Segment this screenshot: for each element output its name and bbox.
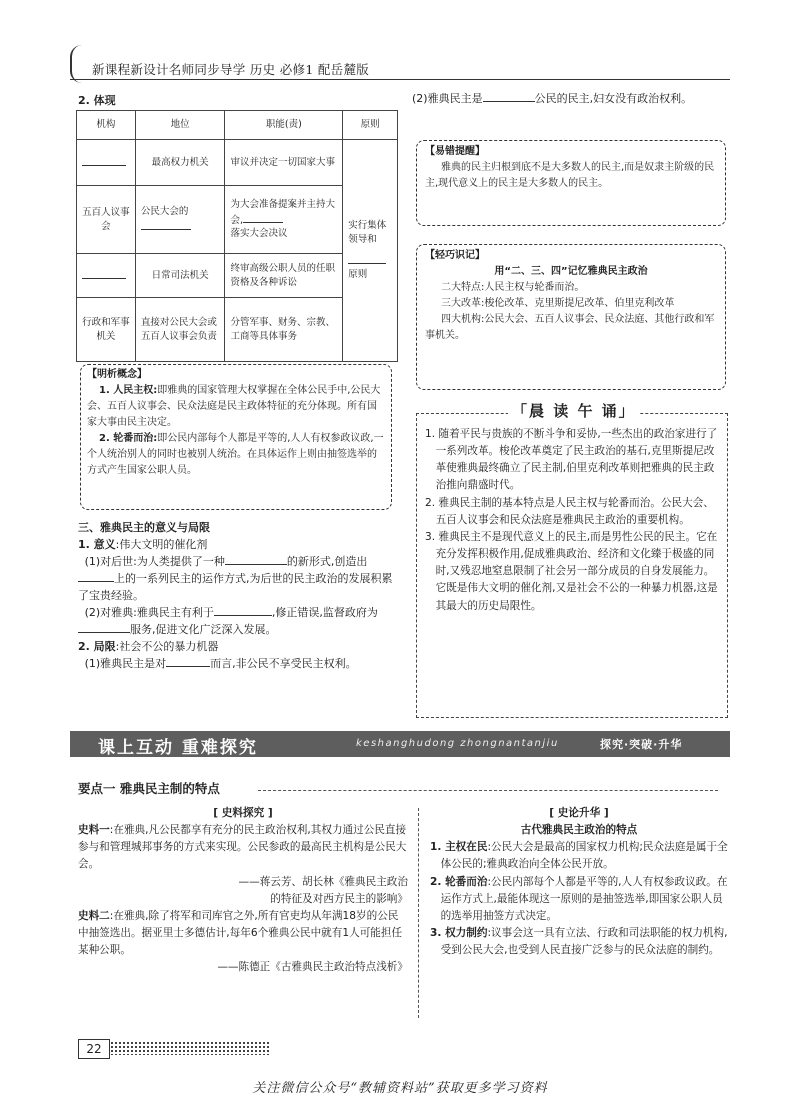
concept-box	[80, 364, 392, 510]
principle-text-a: 实行集体领导和	[348, 219, 387, 245]
key-point-heading: 要点一 雅典民主制的特点	[78, 781, 220, 796]
text-part: (2)雅典民主是	[412, 92, 483, 105]
source-title: 史料一	[78, 824, 110, 837]
duty-text-b: 落实大会决议	[230, 228, 288, 240]
banner-tagline: 探究·突破·升华	[600, 738, 683, 751]
fill-blank[interactable]	[214, 605, 272, 616]
fill-blank[interactable]	[78, 571, 114, 582]
banner-pinyin: keshanghudong zhongnantanjiu	[356, 738, 559, 749]
page-number-pattern	[110, 1041, 270, 1055]
concept-item-text: 即公民内部每个人都是平等的,人人有权参政议政,一个人统治别人的同时也被别人统治。在具体运作上则由抽签选举的方式产生国家公职人员。	[87, 433, 384, 476]
error-reminder-box	[416, 140, 726, 226]
source-1	[78, 822, 408, 873]
concept-item-text: 即雅典的国家管理大权掌握在全体公民手中,公民大会、五百人议事会、民众法庭是民主政体特征的充分体现。所有国家大事由民主决定。	[87, 385, 381, 428]
concept-item	[87, 383, 385, 431]
text-part: 的新形式,创造	[286, 555, 357, 569]
table-cell: 行政和军事机关	[77, 298, 136, 362]
theory-item-title: 3. 权力制约	[430, 927, 488, 940]
page-number: 22	[78, 1039, 110, 1059]
section-2-heading: 2. 体现	[78, 94, 116, 107]
limit-title: 2. 局限	[78, 640, 116, 654]
table-cell: 审议并决定一切国家大事	[225, 140, 343, 186]
fill-blank[interactable]	[82, 268, 126, 279]
text-part: 府为	[355, 606, 378, 620]
principle-cell	[343, 140, 398, 362]
error-box-text: 雅典的民主归根到底不是大多数人的民主,而是奴隶主阶级的民主,现代意义上的民主是大多数人的民主。	[425, 162, 715, 189]
theory-item-text: :公民大会是最高的国家权力机构;民众法庭是属于全体公民的;雅典政治向全体公民开放。	[440, 841, 728, 871]
text-part: 上的一系列民主的运作方式,为后世的民主政治的发展积累了宝贵经验。	[78, 572, 393, 603]
table-cell	[77, 254, 136, 298]
table-cell	[225, 186, 343, 254]
page-header-title: 新课程新设计名师同步导学 历史 必修1 配岳麓版	[92, 62, 370, 77]
limit-text: :社会不公的暴力机器	[115, 640, 219, 654]
table-cell	[135, 186, 225, 254]
theory-subtitle: 古代雅典民主政治的特点	[520, 824, 638, 837]
table-header: 职能(责)	[225, 111, 343, 140]
theory-label: [ 史论升华 ]	[549, 807, 609, 819]
theory-item-text: :公民内部每个人都是平等的,人人有权参政议政。在运作方式上,最能体现这一原则的是抽签选举,即国家公职人员的选举用抽签方式决定。	[440, 875, 728, 922]
error-box-title: 【易错提醒】	[425, 146, 485, 157]
source-text: :在雅典,除了将军和司库官之外,所有官吏均从年满18岁的公民中抽签选出。据亚里士多德估计,每年6个雅典公民中就有1人可能担任某种公职。	[78, 909, 403, 957]
text-part: 而言,非公民不享受民主权利。	[210, 657, 357, 671]
principle-blank[interactable]	[348, 253, 392, 269]
text-part: (1)对后世:为人类提供了一种	[84, 555, 225, 569]
header-rule	[70, 79, 730, 80]
limit-line	[78, 638, 400, 655]
source-exploration	[78, 805, 408, 977]
theory-item-text: :议事会这一具有立法、行政和司法职能的权力机构,受到公民大会,也受到人民直接广泛参与的民众法庭的制约。	[440, 927, 728, 957]
meaning-item-1	[78, 553, 400, 604]
footer-note: 关注微信公众号“教辅资料站”获取更多学习资料	[252, 1081, 548, 1096]
section-3	[78, 519, 400, 672]
column-divider	[418, 808, 419, 1018]
table-cell: 分管军事、财务、宗教、工商等具体事务	[225, 298, 343, 362]
theory-item	[430, 874, 728, 925]
morning-item: 3. 雅典民主不是现代意义上的民主,而是男性公民的民主。它在充分发挥积极作用,促成雅典政治、经济和文化臻于极盛的同时,又残忍地窒息限制了社会另一部分成员的自身发展能力。它既是伟大文明的催化剂,又是社会不公的一种暴力机器,这是其最大的历史局限性。	[425, 530, 718, 612]
morning-reading-box	[416, 413, 728, 718]
table-cell	[77, 140, 136, 186]
concept-item-title: 2. 轮番而治:	[99, 433, 158, 444]
table-row	[77, 140, 398, 186]
morning-reading-title: 「晨 读 午 诵」	[508, 400, 640, 421]
header-bracket	[70, 45, 84, 83]
meaning-title: 1. 意义	[78, 538, 116, 552]
theory-elevation	[430, 805, 728, 959]
table-cell: 日常司法机关	[135, 254, 225, 298]
duty-text-a: 为大会准备提案并主持大会,	[230, 198, 335, 226]
fill-blank[interactable]	[78, 622, 130, 633]
text-part: (1)雅典民主是对	[84, 657, 167, 671]
morning-item: 1. 随着平民与贵族的不断斗争和妥协,一些杰出的政治家进行了一系列改革。梭伦改革奠定了民主政治的基石,克里斯提尼改革使雅典最终确立了民主制,伯里克利改革则把雅典的民主政治推向鼎盛时代。	[425, 428, 718, 492]
source-citation: 的特征及对西方民主的影响》	[270, 892, 408, 905]
memory-box	[416, 244, 726, 390]
table-header: 机构	[77, 111, 136, 140]
text-part: ,修正错误,监督政	[271, 606, 356, 620]
section-3-heading: 三、雅典民主的意义与局限	[78, 521, 210, 534]
fill-blank[interactable]	[82, 155, 126, 166]
memory-line: 二大特点:人民主权与轮番而治。	[441, 282, 585, 293]
memory-box-subtitle: 用“二、三、四”记忆雅典民主政治	[494, 266, 648, 277]
fill-blank[interactable]	[483, 91, 535, 102]
text-part: 公民的民主,妇女没有政治权利。	[534, 92, 693, 105]
table-cell: 五百人议事会	[77, 186, 136, 254]
theory-item-title: 1. 主权在民	[430, 841, 488, 854]
meaning-item-2	[78, 604, 400, 638]
source-label: [ 史料探究 ]	[213, 807, 273, 819]
institutions-table	[76, 110, 398, 362]
table-cell: 终审高级公职人员的任职资格及各种诉讼	[225, 254, 343, 298]
banner-title: 课上互动 重难探究	[98, 738, 258, 758]
key-point-rule	[258, 790, 718, 791]
morning-item: 2. 雅典民主制的基本特点是人民主权与轮番而治。公民大会、五百人议事会和民众法庭是雅典民主政治的重要机构。	[425, 496, 714, 526]
source-title: 史料二	[78, 909, 110, 922]
source-text: :在雅典,凡公民都享有充分的民主政治权利,其权力通过公民直接参与和管理城邦事务的方式来实现。公民参政的最高民主机构是公民大会。	[78, 824, 407, 871]
fill-blank[interactable]	[141, 219, 191, 230]
table-header-row	[77, 111, 398, 140]
theory-item-title: 2. 轮番而治	[430, 875, 488, 888]
fill-blank[interactable]	[225, 554, 287, 565]
fill-blank[interactable]	[166, 656, 210, 667]
source-citation: ——蒋云芳、胡长林《雅典民主政治	[238, 875, 408, 888]
democracy-limit-q2	[412, 90, 730, 107]
table-header: 原则	[343, 111, 398, 140]
source-2	[78, 908, 408, 959]
memory-box-title: 【轻巧识记】	[425, 250, 485, 261]
memory-line: 三大改革:梭伦改革、克里斯提尼改革、伯里克利改革	[441, 298, 675, 309]
table-header: 地位	[135, 111, 225, 140]
source-citation: ——陈德正《古雅典民主政治特点浅析》	[217, 961, 408, 974]
theory-item	[430, 925, 728, 959]
limit-item-1	[78, 655, 400, 672]
memory-line: 四大机构:公民大会、五百人议事会、民众法庭、其他行政和军事机关。	[425, 314, 715, 341]
concept-item-title: 1. 人民主权:	[99, 385, 158, 396]
fill-blank[interactable]	[243, 212, 283, 223]
principle-text-b: 原则	[348, 269, 368, 281]
theory-item	[430, 839, 728, 873]
text-part: 出	[356, 555, 368, 569]
table-cell: 最高权力机关	[135, 140, 225, 186]
table-cell: 直接对公民大会或五百人议事会负责	[135, 298, 225, 362]
status-text: 公民大会的	[140, 205, 189, 217]
concept-box-title: 【明析概念】	[87, 369, 147, 380]
text-part: 服务,促进文化广泛深入发展。	[130, 623, 277, 637]
concept-item	[87, 431, 385, 479]
meaning-text: :伟大文明的催化剂	[115, 538, 208, 552]
text-part: (2)对雅典:雅典民主有利于	[84, 606, 214, 620]
meaning-line	[78, 536, 400, 553]
